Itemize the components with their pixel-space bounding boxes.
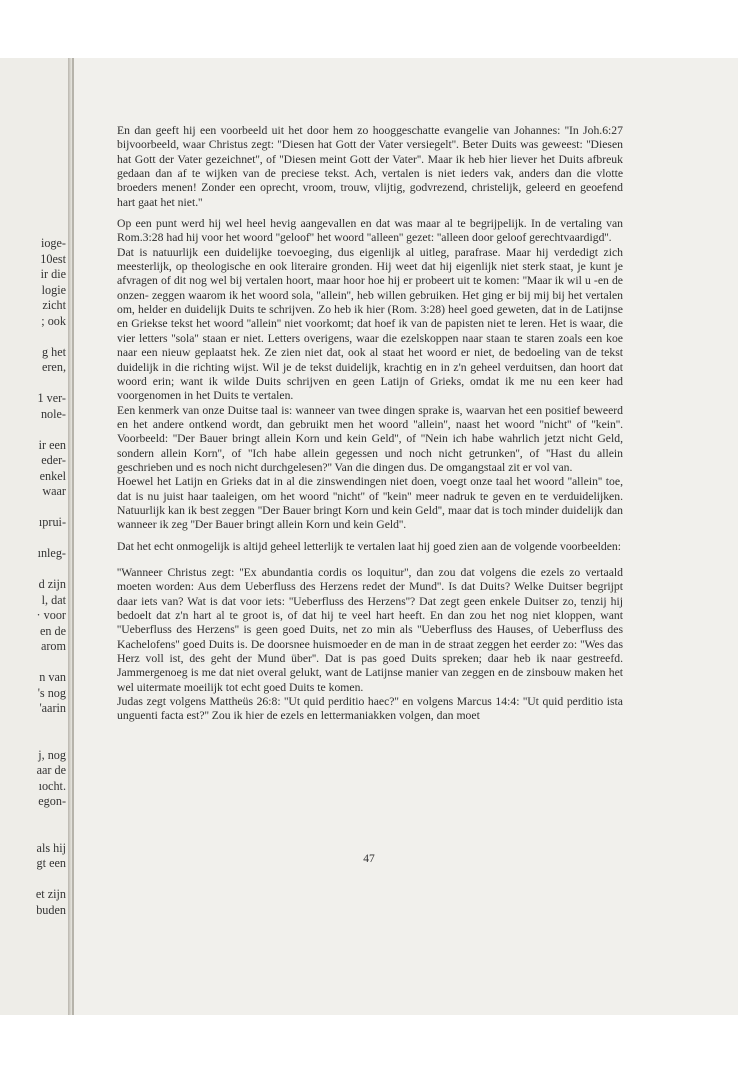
facing-page-line: 's nog: [37, 685, 66, 700]
paragraph: Een kenmerk van onze Duitse taal is: wanneer van twee dingen sprake is, waarvan het een positief beweerd en het andere ontkend wordt, dan gebruikt men het woord ''allein'', naast het woord ''nicht'' of ''kein''. Voorbeeld: ''Der Bauer bringt allein Korn und kein Geld'', of ''Nein ich habe wahrlich jetzt nicht Geld, sondern allein Korn'', of ''Ich habe allein gegessen und noch nicht getrunken'', of ''Hast du allein geschrieben und es noch nicht durchgelesen?'' Van die dingen dus. De omgangstaal zit er vol van.: [117, 403, 623, 474]
facing-page-line: ; ook: [41, 313, 66, 328]
facing-page-line: [8, 872, 66, 888]
paragraph: En dan geeft hij een voorbeeld uit het door hem zo hooggeschatte evangelie van Johannes: ''In Joh.6:27 bijvoorbeeld, waar Christus zegt: ''Diesen hat Gott der Vater versiegelt''. Beter Duits was geweest: ''Diesen hat Gott der Vater gezeichnet'', of ''Diesen meint Gott der Vater''. Maar ik heb hier liever het Duits afbreuk gedaan dan af te wijken van de preciese tekst. Ach, vertalen is niet ieders vak, anders dan die vlotte broeders menen! Zonder een oprecht, vroom, trouw, vlijtig, godvrezend, christelijk, geleerd en geoefend hart gaat het niet.'': [117, 124, 623, 209]
facing-page-line: enkel: [39, 468, 66, 483]
facing-page-line: [8, 717, 66, 733]
facing-page-line: j, nog: [38, 747, 66, 762]
paragraph: ''Wanneer Christus zegt: ''Ex abundantia cordis os loquitur'', dan zou dat volgens die ezels zo vertaald moeten worden: Aus dem Ueberfluss des Herzens redet der Mund''. Is dat Duits? Welke Duitser begrijpt daar iets van? Wat is dat voor iets: ''Ueberfluss des Herzens''? Dat zegt geen enkele Duitser zo, tenzij hij bedoelt dat z'n hart al te groot is, of dat hij te veel hart heeft. En dan zou het nog niet kloppen, want ''Ueberfluss des Herzens'' is geen goed Duits, net zo min als ''Ueberfluss des Hauses, of Ueberfluss des Kachelofens'' goed Duits is. De doorsnee huismoeder en de man in de straat zeggen het eerder zo: ''Wes das Herz voll ist, des geht der Mund über''. Dat is pas goed Duits spreken; daar heb ik naar gestreefd. Jammergenoeg is me dat niet overal gelukt, want de Latijnse manier van zeggen en de zinsbouw maken het wel uitermate moeilijk tot echt goed Duits te komen.: [117, 565, 623, 694]
facing-page-line: ioge-: [40, 236, 66, 250]
facing-page-line: ıocht.: [38, 778, 66, 793]
facing-page-line: [8, 655, 66, 671]
facing-page-line: [8, 422, 66, 438]
facing-page-line: ir een: [38, 437, 66, 452]
facing-page-line: egon-: [38, 794, 66, 808]
facing-page-text: [8, 236, 66, 918]
facing-page-line: [8, 732, 66, 748]
facing-page-line: eren,: [41, 360, 66, 374]
scan-margin-top: [0, 0, 738, 58]
facing-page-line: [8, 531, 66, 547]
facing-page-line: et zijn: [35, 887, 66, 901]
facing-page-line: aar de: [36, 763, 66, 777]
facing-page-line: [8, 562, 66, 578]
facing-page-line: ınleg-: [37, 546, 66, 560]
facing-page-line: eder-: [41, 453, 66, 467]
facing-page-edge: [0, 58, 68, 1015]
facing-page-line: 1 ver-: [37, 391, 66, 405]
facing-page-line: · voor: [36, 608, 66, 622]
facing-page-line: waar: [42, 484, 66, 498]
book-spine-line: [72, 58, 74, 1015]
facing-page-line: als hij: [36, 840, 66, 855]
facing-page-line: ıprui-: [38, 515, 66, 529]
facing-page-line: l, dat: [41, 592, 66, 607]
facing-page-line: 10est: [40, 251, 66, 266]
facing-page-line: logie: [41, 282, 66, 297]
facing-page-line: [8, 810, 66, 826]
paragraph: Dat het echt onmogelijk is altijd geheel letterlijk te vertalen laat hij goed zien aan de volgende voorbeelden:: [117, 539, 622, 553]
facing-page-line: 'aarin: [39, 701, 66, 715]
facing-page-line: buden: [36, 902, 66, 917]
paragraph: Dat is natuurlijk een duidelijke toevoeging, dus eigenlijk al uitleg, parafrase. Maar hij verdedigt zich meesterlijk, op theologische en ook literaire gronden. Hij weet dat hij eigenlijk niet sterk staat, je kunt je afvragen of dit nog wel bij vertalen hoort, maar hoor hoe hij er probeert uit te komen: ''Maar ik wil u -en de onzen- zeggen waarom ik het woord sola, ''allein'', heb willen gebruiken. Het ging er bij mij bij het vertalen om, helder en duidelijk Duits te schrijven. Zo heb ik hier (Rom. 3:28) heel goed geweten, dat in de Latijnse en Griekse tekst het woord ''allein'' niet voorkomt; dat hoef ik van de papisten niet te leren. Het is waar, die vier letters ''sola'' staan er niet. Letters overigens, waar die ezelskoppen naar staan te staren zoals een koe naar een nieuw geplaatst hek. Ze zien niet dat, ook al staat het woord er niet, de bedoeling van de tekst duidelijk in die richting wijst. Wil je de tekst duidelijk, krachtig en in z'n geheel verduitsen, dan hoort dat woord erin; want ik wilde Duits schrijven en geen Latijn of Grieks, omdat ik me nu een keer had voorgenomen in het Duits te vertalen.: [117, 245, 623, 403]
paragraph-spacer: [117, 533, 623, 540]
facing-page-line: ir die: [40, 267, 66, 281]
facing-page-line: en de: [39, 623, 66, 638]
facing-page-line: gt een: [36, 856, 66, 870]
facing-page-line: arom: [40, 639, 66, 653]
facing-page-line: nole-: [40, 406, 66, 421]
paragraph-spacer: [117, 554, 623, 566]
facing-page-line: n van: [39, 670, 66, 684]
facing-page-line: g het: [41, 344, 66, 359]
facing-page-line: zicht: [42, 298, 66, 312]
facing-page-line: [8, 825, 66, 841]
facing-page-line: [8, 376, 66, 392]
page-body-text: [117, 124, 623, 724]
paragraph: Judas zegt volgens Mattheüs 26:8: ''Ut quid perditio haec?'' en volgens Marcus 14:4: ''Ut quid perditio ista unguenti facta est?'' Zou ik hier de ezels en lettermaniakken volgen, dan moet: [117, 695, 623, 723]
scan-margin-bottom: [0, 1015, 738, 1068]
facing-page-line: [8, 500, 66, 516]
facing-page-line: d zijn: [38, 577, 66, 591]
paragraph-spacer: [117, 210, 623, 217]
page-number: 47: [363, 853, 375, 865]
paragraph: Op een punt werd hij wel heel hevig aangevallen en dat was maar al te begrijpelijk. In de vertaling van Rom.3:28 had hij voor het woord ''geloof'' het woord ''alleen'' gezet: ''alleen door geloof gerechtvaardigd''.: [117, 217, 623, 245]
paragraph: Hoewel het Latijn en Grieks dat in al die zinswendingen niet doen, voegt onze taal het woord ''allein'' toe, dat is nu juist haar taaleigen, om het woord ''nicht'' of ''kein'' meer nadruk te geven en te verduidelijken. Natuurlijk kan ik best zeggen ''Der Bauer bringt Korn und kein Geld'', maar dat is toch minder duidelijk dan wanneer ik zeg ''Der Bauer bringt allein Korn und kein Geld''.: [117, 475, 623, 532]
facing-page-line: [8, 329, 66, 345]
